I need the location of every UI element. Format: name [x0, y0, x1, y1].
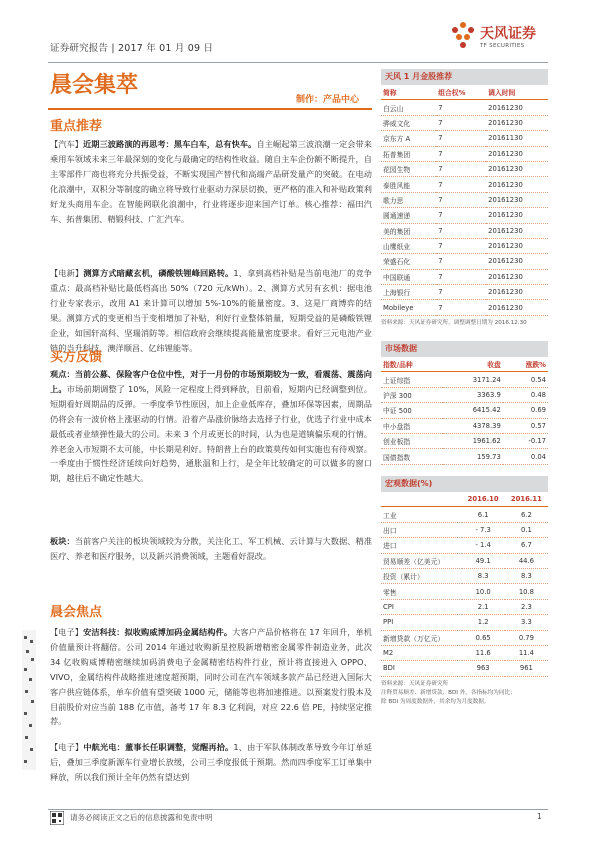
table-cell: 8.3	[505, 568, 548, 583]
table-cell: 1961.62	[443, 433, 502, 448]
table-cell: 拓普集团	[381, 146, 436, 161]
table-cell: 沪深 300	[381, 387, 443, 402]
gold-stocks-panel	[381, 69, 548, 328]
footer-divider	[48, 809, 548, 810]
table-cell: 7	[436, 254, 486, 269]
column-header: 调入时间	[486, 85, 548, 100]
paragraph-label: 观点：	[50, 369, 75, 379]
table-cell: 3171.24	[443, 372, 502, 387]
macro-row	[381, 630, 548, 645]
table-cell: 159.73	[443, 449, 502, 464]
market-row	[381, 418, 548, 433]
section-title-feedback: 买方反馈	[50, 350, 103, 365]
table-cell: 10.8	[505, 584, 548, 599]
table-cell: 20161230	[486, 300, 548, 315]
table-cell: 20161230	[486, 161, 548, 176]
market-data-table	[381, 357, 548, 465]
paragraph-body: 自主崛起第三波浪潮一定会带来乘用车领域未来三年最深刻的变化与最确定的结构性收益。随自主车企份额不断提升，自主零部件厂商也将充分共振受益，不断实现国产替代和高端产品研发量产的突破。在电动化浪潮中，双积分等制度的确立将导致行业驱动力深层切换，更严格的准入和补贴政策利好龙头商用车企。在智能网联化浪潮中，行业将逐步迎来国产订单。核心推荐：福田汽车、拓普集团、精锻科技、广汇汽车。	[50, 139, 372, 224]
qr-code-icon	[50, 811, 64, 825]
macro-row	[381, 553, 548, 568]
column-header: 简称	[381, 85, 436, 100]
paragraph-headline: 安洁科技：拟收购威博加码金属结构件。	[83, 627, 233, 637]
table-cell: 上海银行	[381, 285, 436, 300]
paragraph-body: 市场前期调整了 10%，风险一定程度上得到释放，目前看，短期内已经调整到位。短期看好周期品的反弹。一季度季节性原因，加上企业低库存，叠加环保等因素，周期品仍将会有一波价格上涨驱动的行情。沿着产品涨价脉络去选择子行业，优选子行业中成本最低或者业绩弹性最大的公司。未来 3 个月或更长的时间，认为也是道镇偏乐观的行情。养老金入市短期不太可能，中长期是利好。特朗普上台的政策莫传如何实施也有待观察。一季度由于惯性经济延续向好趋势，通胀温和上行，是全年比较确定的可以做多的窗口期，越往后不确定性越大。	[50, 383, 372, 484]
table-cell: 中国联通	[381, 269, 436, 284]
feedback-paragraph-views	[50, 367, 372, 486]
news-paragraph-anjie	[50, 625, 372, 729]
market-row	[381, 403, 548, 418]
gold-stock-row	[381, 192, 548, 207]
market-row	[381, 387, 548, 402]
table-cell: 11.6	[462, 645, 505, 660]
macro-data-table	[381, 492, 548, 677]
table-cell: 零售	[381, 584, 462, 599]
table-cell: M2	[381, 645, 462, 660]
table-cell: 20161130	[486, 131, 548, 146]
table-cell: 7	[436, 161, 486, 176]
section-title-focus: 重点推荐	[50, 119, 103, 134]
table-cell: 0.79	[505, 630, 548, 645]
feedback-paragraph-sectors	[50, 534, 372, 564]
gold-stock-row	[381, 223, 548, 238]
table-cell: CPI	[381, 599, 462, 614]
paragraph-headline: 当前公募、保险客户仓位中性，对于一月份的市场预期较为一致，看震荡、震荡向上。	[50, 369, 372, 394]
report-date-line: 证券研究报告 | 2017 年 01 月 09 日	[50, 43, 214, 54]
table-cell: 0.57	[503, 418, 548, 433]
table-cell: 20161230	[486, 177, 548, 192]
table-cell: 进口	[381, 538, 462, 553]
table-cell: 11.4	[505, 645, 548, 660]
table-cell: -0.17	[503, 433, 548, 448]
paragraph-headline: 中航光电：董事长任职调整，觉醒再拾。	[83, 742, 234, 752]
table-cell: PPI	[381, 615, 462, 630]
logo-text-en: TF SECURITIES	[480, 43, 525, 49]
table-cell: 新增贷款（万亿元）	[381, 630, 462, 645]
table-cell: 出口	[381, 522, 462, 537]
gold-stock-row	[381, 161, 548, 176]
paragraph-tag: 【电新】	[50, 268, 84, 278]
paragraph-headline: 测算方式暗藏玄机，磷酸铁锂峰回路转。	[83, 268, 234, 278]
table-cell: 0.69	[503, 403, 548, 418]
logo-icon	[448, 20, 478, 52]
paragraph-tag: 【汽车】	[50, 139, 84, 149]
gold-stock-row	[381, 177, 548, 192]
macro-row	[381, 568, 548, 583]
table-cell: 1.2	[462, 615, 505, 630]
table-cell: 2.1	[462, 599, 505, 614]
table-cell: 7	[436, 177, 486, 192]
table-cell: 961	[505, 661, 548, 676]
macro-data-title: 宏观数据(%)	[381, 476, 548, 492]
table-cell: 7	[436, 100, 486, 115]
table-cell: 泰胜风能	[381, 177, 436, 192]
table-cell: 3363.9	[443, 387, 502, 402]
gold-stock-row	[381, 100, 548, 115]
table-cell: 7	[436, 146, 486, 161]
paragraph-body: 1、由于军队体制改革导致今年订单延后，叠加三季度新源车行业增长放缓，公司三季度报低于预期。然而四季度军工订单集中释放，所以我们预计全年仍然有望达到	[50, 742, 372, 782]
paragraph-tag: 【电子】	[50, 742, 84, 752]
column-header: 指数/品种	[381, 357, 443, 372]
table-cell: 山鹰纸业	[381, 238, 436, 253]
macro-row	[381, 584, 548, 599]
gold-stock-row	[381, 300, 548, 315]
table-cell: 44.6	[505, 553, 548, 568]
table-cell: 6.2	[505, 507, 548, 522]
table-cell: 0.65	[462, 630, 505, 645]
section-title-news: 晨会焦点	[50, 605, 103, 620]
table-cell: - 7.3	[462, 522, 505, 537]
table-cell: 7	[436, 131, 486, 146]
table-cell: 国债指数	[381, 449, 443, 464]
market-data-title: 市场数据	[381, 341, 548, 357]
table-cell: 7	[436, 192, 486, 207]
table-cell: 20161230	[486, 254, 548, 269]
table-cell: 0.04	[503, 449, 548, 464]
table-cell: 20161230	[486, 146, 548, 161]
market-row	[381, 372, 548, 387]
table-cell: 20161230	[486, 100, 548, 115]
macro-row	[381, 661, 548, 676]
table-cell: 0.1	[505, 522, 548, 537]
side-qr-mark-icon	[20, 630, 38, 770]
table-cell: Mobileye	[381, 300, 436, 315]
table-cell: 荣盛石化	[381, 254, 436, 269]
focus-paragraph-auto	[50, 137, 372, 226]
table-cell: - 1.4	[462, 538, 505, 553]
table-cell: 上证综指	[381, 372, 443, 387]
column-header	[381, 492, 462, 507]
gold-stock-row	[381, 285, 548, 300]
column-header: 收盘	[443, 357, 502, 372]
macro-row	[381, 522, 548, 537]
paragraph-body: 当前客户关注的板块领域较为分散，关注化工、军工机械、云计算与大数据、精准医疗、养老和医疗服务，以及新兴消费领域，主题看好混改。	[50, 536, 372, 561]
table-cell: 6415.42	[443, 403, 502, 418]
column-header: 组合权%	[436, 85, 486, 100]
author-line: 制作：产品中心	[296, 95, 360, 105]
news-paragraph-avic	[50, 740, 372, 785]
table-cell: 20161230	[486, 192, 548, 207]
gold-stock-row	[381, 115, 548, 130]
table-cell: 0.54	[503, 372, 548, 387]
column-header: 涨跌%	[503, 357, 548, 372]
table-cell: 2.3	[505, 599, 548, 614]
gold-stock-row	[381, 208, 548, 223]
gold-stock-row	[381, 254, 548, 269]
table-cell: 投资（累计）	[381, 568, 462, 583]
paragraph-tag: 【电子】	[50, 627, 84, 637]
gold-stock-row	[381, 269, 548, 284]
market-data-panel	[381, 341, 548, 465]
macro-row	[381, 507, 548, 522]
table-cell: 7	[436, 115, 486, 130]
table-cell: 7	[436, 285, 486, 300]
table-cell: 6.7	[505, 538, 548, 553]
table-cell: 中证 500	[381, 403, 443, 418]
macro-row	[381, 538, 548, 553]
paragraph-label: 板块：	[50, 536, 75, 546]
paragraph-headline: 近期三波路演的再思考：黑车白车，总有快车。	[83, 139, 257, 149]
gold-stocks-title: 天风 1 月金股推荐	[381, 69, 548, 85]
paragraph-body: 1、拿到高档补贴是当前电池厂的竞争重点：最高档补贴比最低档高出 50%（720 元/kWh）。2、测算方式另有玄机：据电池行业专家表示，改用 A1 来计算可以增加 5%-10%的能量密度。3、这是厂商博弈的结果。测算方式的变更相当于变相增加了补贴，利好行业整体销量，短期受益的是磷酸铁锂企业，如国轩高科、坚瑞消防等。相信政府会继续提高能量密度要求。看好三元电池产业链的当升科技、澳洋顺昌、亿纬锂能等。	[50, 268, 372, 353]
table-cell: 歌力思	[381, 192, 436, 207]
footer-disclaimer: 请务必阅读正文之后的信息披露和免责申明	[70, 813, 213, 822]
macro-row	[381, 645, 548, 660]
table-cell: 3.3	[505, 615, 548, 630]
table-cell: 7	[436, 269, 486, 284]
macro-data-panel	[381, 476, 548, 707]
table-cell: BDI	[381, 661, 462, 676]
market-row	[381, 449, 548, 464]
company-logo	[448, 18, 548, 58]
table-cell: 骅威文化	[381, 115, 436, 130]
table-cell: 20161230	[486, 285, 548, 300]
macro-note-line: 注释贸易顺差、新增贷款、BDI 外，各指标均为同比；	[381, 689, 516, 696]
gold-stock-row	[381, 238, 548, 253]
table-cell: 8.3	[462, 568, 505, 583]
gold-stock-row	[381, 131, 548, 146]
gold-stock-row	[381, 146, 548, 161]
table-cell: 圆通速递	[381, 208, 436, 223]
column-header: 2016.10	[462, 492, 505, 507]
macro-note	[381, 680, 548, 707]
table-cell: 7	[436, 208, 486, 223]
gold-stocks-table	[381, 85, 548, 316]
macro-note-line: 除 BDI 为周度数据外，其余均为月度数据。	[381, 698, 490, 705]
table-cell: 7	[436, 223, 486, 238]
page-number: 1	[537, 812, 542, 821]
table-cell: 白云山	[381, 100, 436, 115]
table-cell: 6.1	[462, 507, 505, 522]
title-divider	[48, 108, 372, 110]
page-title: 晨会集萃	[50, 73, 139, 98]
table-cell: 963	[462, 661, 505, 676]
paragraph-body: 大客户产品价格将在 17 年回升，单机价值量预计将翻倍。公司 2014 年通过收购新星控股新增精密金属零件制造业务，此次 34 亿收购威博精密继续加码消费电子金属精密结构件行业，预计将直接进入 OPPO、VIVO，金属结构件战略推进速度超预期，同时公司在汽车领域多款产品已经进入国际大客户供应链体系，单车价值有望突破 1000 元，储能等也将加速推进。以预案发行股本及目前股价对应当前 188 亿市值，备考 17 年 8.3 亿利润，对应 22.6 倍 PE，持续坚定推荐。	[50, 627, 372, 727]
table-cell: 工业	[381, 507, 462, 522]
header-divider	[48, 62, 548, 63]
table-cell: 20161230	[486, 115, 548, 130]
table-cell: 美的集团	[381, 223, 436, 238]
table-cell: 4378.39	[443, 418, 502, 433]
table-cell: 中小盘指	[381, 418, 443, 433]
market-row	[381, 433, 548, 448]
table-cell: 10.0	[462, 584, 505, 599]
table-cell: 京东方 A	[381, 131, 436, 146]
gold-stocks-note: 资料来源：天风证券研究所，调整调整日期为 2016.12.30	[381, 319, 527, 326]
table-cell: 花园生物	[381, 161, 436, 176]
macro-note-line: 资料来源：天风证券研究所	[381, 680, 449, 687]
focus-paragraph-energy	[50, 266, 372, 355]
table-cell: 0.48	[503, 387, 548, 402]
table-cell: 7	[436, 300, 486, 315]
table-cell: 49.1	[462, 553, 505, 568]
table-cell: 7	[436, 238, 486, 253]
table-cell: 20161230	[486, 238, 548, 253]
macro-row	[381, 615, 548, 630]
table-cell: 20161230	[486, 223, 548, 238]
table-cell: 贸易顺差（亿美元）	[381, 553, 462, 568]
column-header: 2016.11	[505, 492, 548, 507]
table-cell: 20161230	[486, 269, 548, 284]
table-cell: 20161230	[486, 208, 548, 223]
table-cell: 创业板指	[381, 433, 443, 448]
macro-row	[381, 599, 548, 614]
logo-text-cn: 天风证券	[480, 26, 536, 42]
